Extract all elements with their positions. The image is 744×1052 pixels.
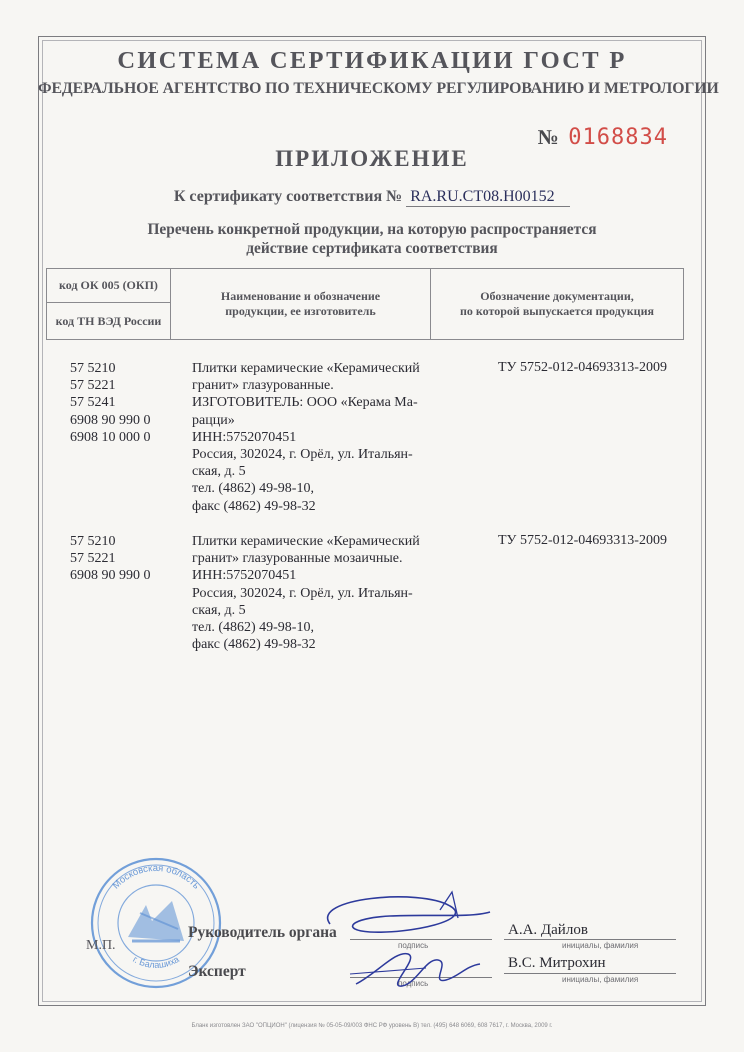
head-name-line <box>504 939 676 940</box>
list-heading-line2: действие сертификата соответствия <box>246 240 498 257</box>
header-okp-code: код ОК 005 (ОКП) <box>47 269 170 303</box>
description-line: факс (4862) 49-98-32 <box>192 637 316 653</box>
description-line: тел. (4862) 49-98-10, <box>192 620 314 636</box>
header-product-name-line2: продукции, ее изготовитель <box>225 304 376 318</box>
description-line: гранит» глазурованные. <box>192 378 334 394</box>
header-product-name-line1: Наименование и обозначение <box>220 289 381 303</box>
header-tnved-code: код ТН ВЭД России <box>55 313 162 328</box>
head-name: А.А. Дайлов <box>508 922 588 938</box>
row-1-codes <box>70 360 151 446</box>
description-line: Плитки керамические «Керамический <box>192 361 420 376</box>
svg-text:г. Балашиха <box>131 954 181 970</box>
header-documentation <box>431 269 683 339</box>
description-line: Россия, 302024, г. Орёл, ул. Итальян- <box>192 585 413 601</box>
description-line: Россия, 302024, г. Орёл, ул. Итальян- <box>192 447 413 463</box>
code-line: 57 5210 <box>70 361 116 376</box>
description-line: ская, д. 5 <box>192 464 246 480</box>
certificate-reference-label: К сертификату соответствия № <box>173 188 403 205</box>
code-line: 6908 90 990 0 <box>70 568 151 584</box>
blank-number-value: 0168834 <box>568 125 668 150</box>
certificate-reference <box>0 188 744 207</box>
system-title: СИСТЕМА СЕРТИФИКАЦИИ ГОСТ Р <box>117 47 627 74</box>
row-1-documentation: ТУ 5752-012-04693313-2009 <box>498 360 667 375</box>
description-line: ИНН:5752070451 <box>192 429 297 445</box>
blank-number-label: № <box>537 125 559 149</box>
code-line: 6908 10 000 0 <box>70 429 151 445</box>
list-heading <box>0 220 744 258</box>
row-2-description <box>192 533 450 653</box>
description-line: тел. (4862) 49-98-10, <box>192 481 314 497</box>
head-signature-caption: подпись <box>398 941 429 950</box>
head-role-label: Руководитель органа <box>188 924 337 941</box>
table-header-codes <box>47 269 171 339</box>
expert-role-label: Эксперт <box>188 963 246 980</box>
expert-name-caption: инициалы, фамилия <box>562 975 639 984</box>
list-heading-line1: Перечень конкретной продукции, на которую распространяется <box>147 221 597 238</box>
description-line: ская, д. 5 <box>192 602 246 618</box>
seal-city-text: г. Балашиха <box>131 954 181 970</box>
agency-name: ФЕДЕРАЛЬНОЕ АГЕНТСТВО ПО ТЕХНИЧЕСКОМУ РЕГУЛИРОВАНИЮ И МЕТРОЛОГИИ <box>38 80 719 97</box>
code-line: 57 5241 <box>70 395 116 411</box>
expert-name: В.С. Митрохин <box>508 955 606 971</box>
code-line: 57 5221 <box>70 551 116 567</box>
expert-name-line <box>504 973 676 974</box>
code-line: 57 5221 <box>70 378 116 394</box>
head-handwritten-signature <box>300 888 500 948</box>
description-line: гранит» глазурованные мозаичные. <box>192 551 403 567</box>
header-product-name <box>171 269 431 339</box>
header-documentation-line2: по которой выпускается продукция <box>459 304 655 318</box>
code-line: 57 5210 <box>70 534 116 549</box>
stamp-place-label: М.П. <box>86 938 116 953</box>
code-line: 6908 90 990 0 <box>70 412 151 428</box>
document-title: ПРИЛОЖЕНИЕ <box>275 146 469 171</box>
description-line: ИЗГОТОВИТЕЛЬ: ООО «Керама Ма- <box>192 395 418 411</box>
description-line: Плитки керамические «Керамический <box>192 534 420 549</box>
certificate-reference-number: RA.RU.CT08.H00152 <box>406 188 570 207</box>
row-2-documentation: ТУ 5752-012-04693313-2009 <box>498 533 667 548</box>
seal-region-text: Московская область <box>110 862 202 892</box>
table-header <box>46 268 684 340</box>
head-name-caption: инициалы, фамилия <box>562 941 639 950</box>
row-2-codes <box>70 533 151 585</box>
header-documentation-line1: Обозначение документации, <box>480 289 634 303</box>
expert-signature-caption: подпись <box>398 979 429 988</box>
description-line: рацци» <box>192 412 235 428</box>
description-line: факс (4862) 49-98-32 <box>192 498 316 514</box>
row-1-description <box>192 360 450 515</box>
description-line: ИНН:5752070451 <box>192 568 297 584</box>
expert-handwritten-signature <box>346 944 486 996</box>
print-footer: Бланк изготовлен ЗАО "ОПЦИОН" (лицензия № 05-05-09/003 ФНС РФ уровень В) тел. (495) 648 6069, 608 7617, г. Москва, 2009 г. <box>191 1023 553 1029</box>
